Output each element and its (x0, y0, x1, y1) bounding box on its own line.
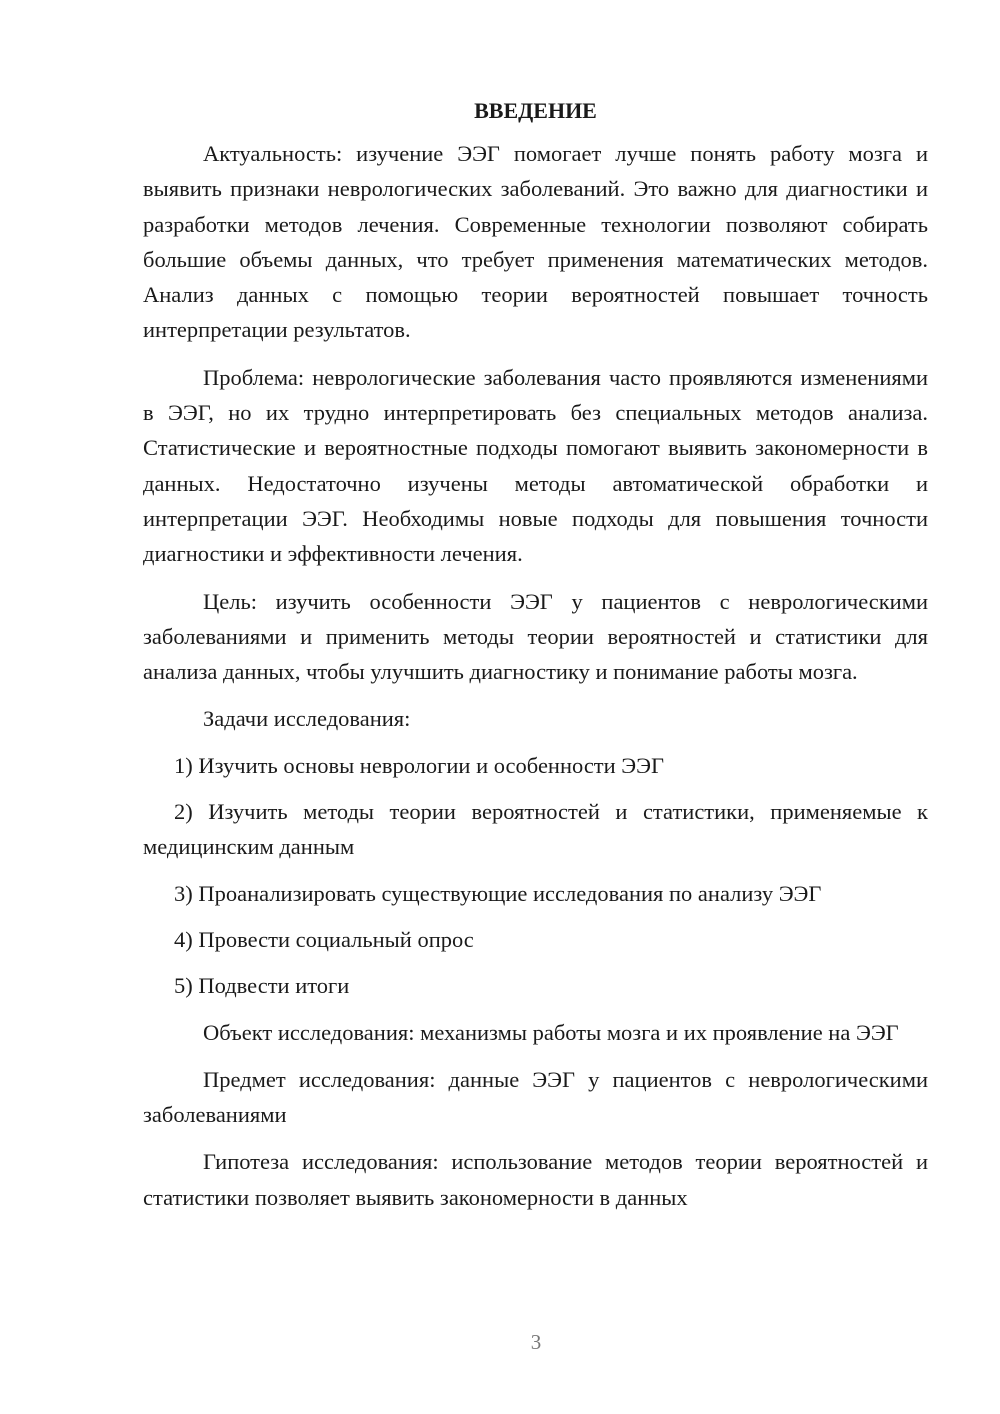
task-item-5: 5) Подвести итоги (174, 973, 350, 999)
goal-paragraph: Цель: изучить особенности ЭЭГ у пациентов с неврологическими заболеваниями и применить методы теории вероятностей и статистики для анализа данных, чтобы улучшить диагностику и понимание работы мозга. (143, 588, 928, 685)
hypothesis-paragraph: Гипотеза исследования: использование методов теории вероятностей и статистики позволяет выявить закономерности в данных (143, 1149, 928, 1210)
task-item-1: 1) Изучить основы неврологии и особенности ЭЭГ (174, 752, 665, 778)
section-heading: ВВЕДЕНИЕ (474, 98, 597, 123)
relevance-paragraph: Актуальность: изучение ЭЭГ помогает лучше понять работу мозга и выявить признаки неврологических заболеваний. Это важно для диагностики и разработки методов лечения. Современные технологии позволяют собирать большие объемы данных, что требует применения математических методов. Анализ данных с помощью теории вероятностей повышает точность интерпретации результатов. (143, 141, 928, 343)
object-paragraph: Объект исследования: механизмы работы мозга и их проявление на ЭЭГ (203, 1019, 899, 1045)
task-item-3: 3) Проанализировать существующие исследования по анализу ЭЭГ (174, 880, 822, 906)
subject-paragraph: Предмет исследования: данные ЭЭГ у пациентов с неврологическими заболеваниями (143, 1066, 928, 1128)
task-item-2: 2) Изучить методы теории вероятностей и статистики, применяемые к медицинским данным (143, 799, 928, 860)
document-page (143, 93, 928, 1215)
page-number: 3 (530, 1330, 542, 1354)
tasks-title: Задачи исследования: (203, 706, 411, 732)
task-item-4: 4) Провести социальный опрос (174, 926, 474, 952)
problem-paragraph: Проблема: неврологические заболевания часто проявляются изменениями в ЭЭГ, но их трудно интерпретировать без специальных методов анализа. Статистические и вероятностные подходы помогают выявить закономерности в данных. Недостаточно изучены методы автоматической обработки и интерпретации ЭЭГ. Необходимы новые подходы для повышения точности диагностики и эффективности лечения. (143, 364, 928, 567)
